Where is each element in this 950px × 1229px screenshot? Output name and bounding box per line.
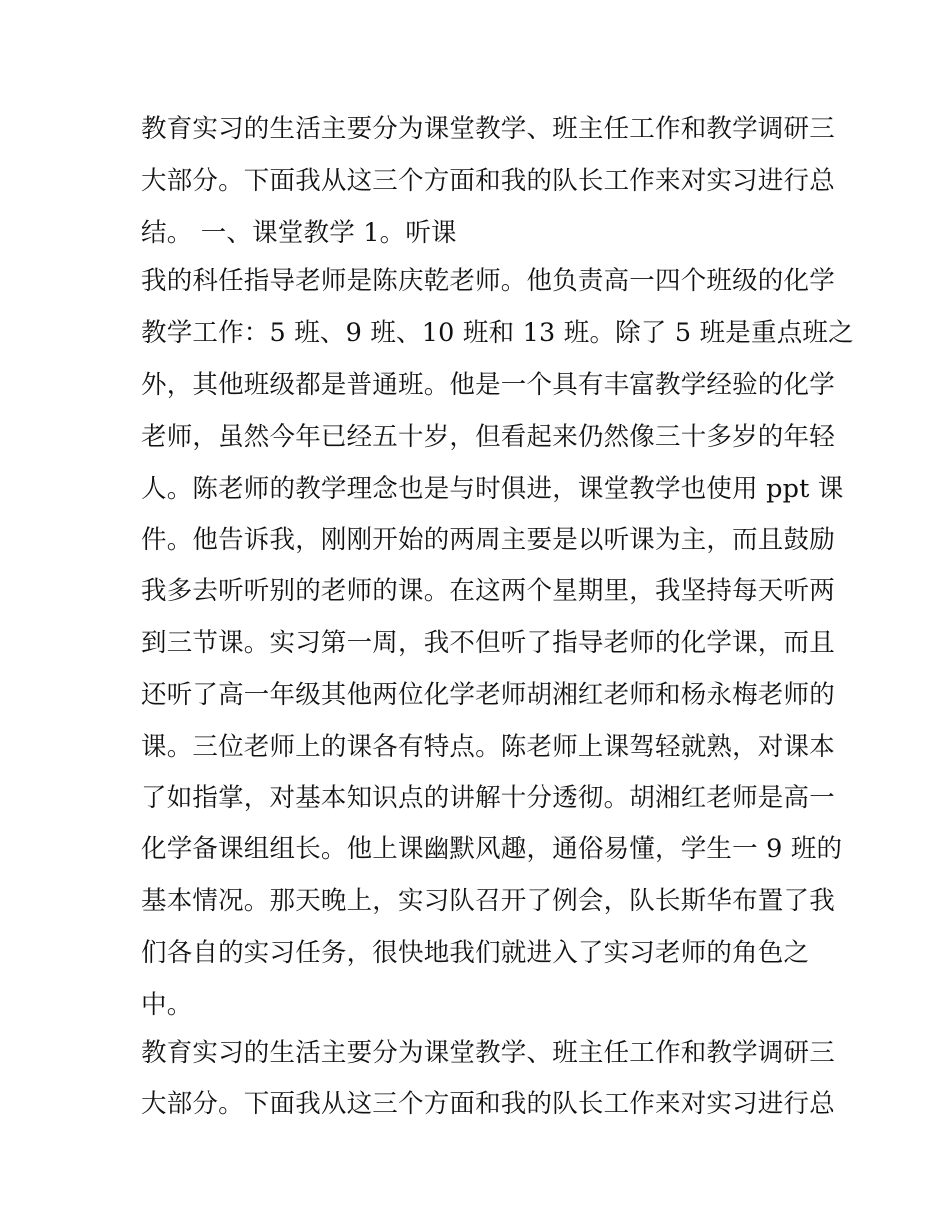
text-line: 外，其他班级都是普通班。他是一个具有丰富教学经验的化学: [141, 370, 835, 400]
text-line: 我多去听听别的老师的课。在这两个星期里，我坚持每天听两: [141, 576, 835, 606]
text-line: 件。他告诉我，刚刚开始的两周主要是以听课为主，而且鼓励: [141, 525, 835, 555]
text-line: 老师，虽然今年已经五十岁，但看起来仍然像三十多岁的年轻: [141, 422, 835, 452]
text-line: 人。陈老师的教学理念也是与时俱进，课堂教学也使用 ppt 课: [141, 474, 844, 504]
text-line: 教育实习的生活主要分为课堂教学、班主任工作和教学调研三: [141, 1038, 835, 1068]
text-line: 大部分。下面我从这三个方面和我的队长工作来对实习进行总: [141, 1089, 835, 1119]
text-line: 基本情况。那天晚上，实习队召开了例会，队长斯华布置了我: [141, 886, 835, 916]
text-line: 化学备课组组长。他上课幽默风趣，通俗易懂，学生一 9 班的: [141, 834, 843, 864]
text-line: 到三节课。实习第一周，我不但听了指导老师的化学课，而且: [141, 628, 835, 658]
text-line: 我的科任指导老师是陈庆乾老师。他负责高一四个班级的化学: [141, 266, 835, 296]
text-line: 结。 一、课堂教学 1。听课: [141, 218, 457, 248]
text-line: 了如指掌，对基本知识点的讲解十分透彻。胡湘红老师是高一: [141, 783, 835, 813]
text-line: 大部分。下面我从这三个方面和我的队长工作来对实习进行总: [141, 166, 835, 196]
text-line: 教学工作：5 班、9 班、10 班和 13 班。除了 5 班是重点班之: [141, 318, 854, 348]
text-line: 中。: [141, 990, 193, 1020]
text-line: 们各自的实习任务，很快地我们就进入了实习老师的角色之: [141, 938, 810, 968]
text-line: 教育实习的生活主要分为课堂教学、班主任工作和教学调研三: [141, 114, 835, 144]
text-line: 还听了高一年级其他两位化学老师胡湘红老师和杨永梅老师的: [141, 680, 835, 710]
text-line: 课。三位老师上的课各有特点。陈老师上课驾轻就熟，对课本: [141, 732, 835, 762]
